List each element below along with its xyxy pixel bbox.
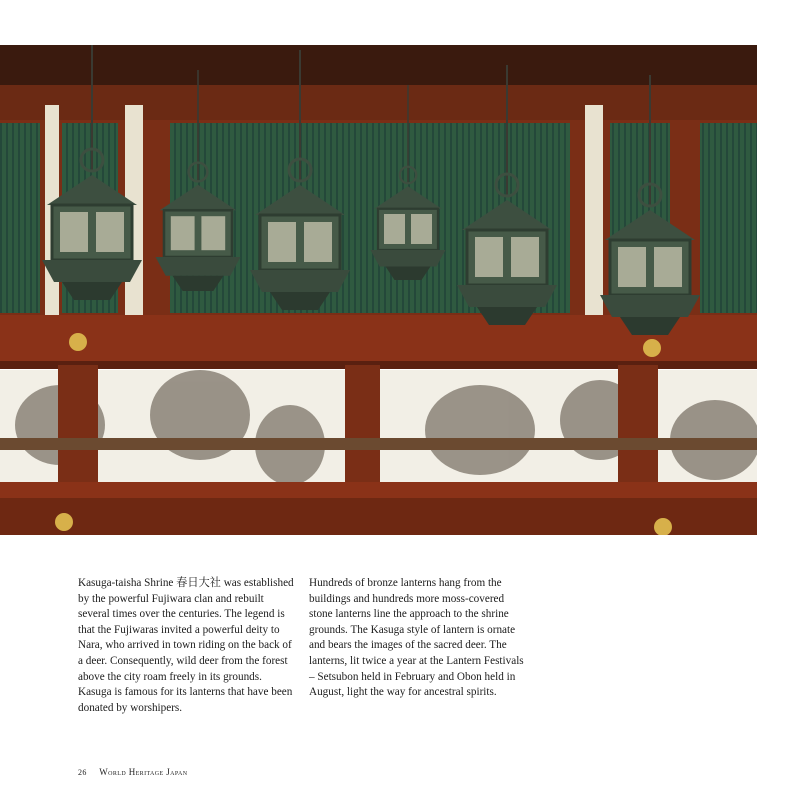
- body-text-left: [78, 576, 298, 716]
- body-paragraph-right: Hundreds of bronze lanterns hang from the buildings and hundreds more moss-covered stone lanterns line the approach to the shrine grounds. The Kasuga style of lantern is ornate and bears the images of the sacred deer. The lanterns, lit twice a year at the Lantern Festivals – Setsubon held in February and Obon held in August, light the way for ancestral spirits.: [309, 577, 524, 699]
- page-footer: [78, 767, 188, 777]
- page-number: 26: [78, 768, 87, 777]
- book-title: World Heritage Japan: [99, 767, 188, 777]
- body-text-right: [309, 576, 529, 701]
- lanterns-photo: [0, 45, 757, 535]
- body-paragraph-left: Kasuga-taisha Shrine 春日大社 was established by the powerful Fujiwara clan and rebuilt several times over the centuries. The legend is that the Fujiwaras invited a powerful deity to Nara, who arrived in town riding on the back of a deer. Consequently, wild deer from the forest above the city roam freely in its grounds. Kasuga is famous for its lanterns that have been donated by worshipers.: [78, 577, 294, 714]
